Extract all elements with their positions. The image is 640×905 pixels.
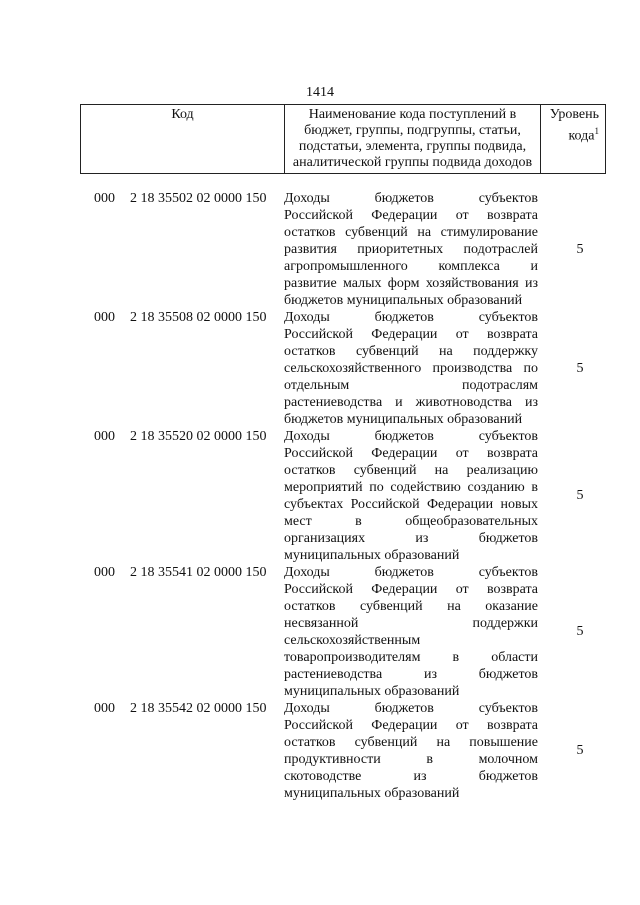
revenue-name-line: товаропроизводителям в области — [284, 650, 538, 665]
admin-code: 000 — [94, 310, 115, 325]
admin-code: 000 — [94, 565, 115, 580]
revenue-name-line: муниципальных образований — [284, 548, 460, 563]
header-code: Код — [81, 105, 285, 173]
revenue-name-line: мест в общеобразовательных — [284, 514, 538, 529]
revenue-name-line: Российской Федерации от возврата — [284, 582, 538, 597]
revenue-name-line: Российской Федерации от возврата — [284, 446, 538, 461]
revenue-name-line: скотоводстве из бюджетов — [284, 769, 538, 784]
table-row — [80, 564, 606, 700]
header-level — [541, 105, 605, 173]
table-row — [80, 700, 606, 802]
revenue-name-line: Российской Федерации от возврата — [284, 718, 538, 733]
revenue-name-line: растениеводства из бюджетов — [284, 667, 538, 682]
revenue-name-line: остатков субвенций на повышение — [284, 735, 538, 750]
revenue-name-line: остатков субвенций на поддержку — [284, 344, 538, 359]
header-level-text: кода — [568, 128, 595, 144]
header-name-line: бюджет, группы, подгруппы, статьи, — [304, 123, 521, 138]
level-code: 5 — [576, 488, 584, 503]
revenue-name — [284, 428, 538, 564]
revenue-code: 2 18 35508 02 0000 150 — [130, 310, 267, 325]
revenue-name-line: развития приоритетных подотраслей — [284, 242, 538, 257]
header-level-line2 — [541, 123, 599, 145]
header-name-line: подстатьи, элемента, группы подвида, — [298, 139, 527, 154]
revenue-name-line: муниципальных образований — [284, 684, 460, 699]
revenue-name — [284, 309, 538, 428]
revenue-name-line: субъектах Российской Федерации новых — [284, 497, 538, 512]
revenue-name-line: сельскохозяйственного производства по — [284, 361, 538, 376]
revenue-name-line: продуктивности в молочном — [284, 752, 538, 767]
revenue-name-line: бюджетов муниципальных образований — [284, 412, 523, 427]
revenue-name-line: остатков субвенций на реализацию — [284, 463, 538, 478]
table-header — [80, 104, 606, 174]
level-code: 5 — [576, 242, 584, 257]
revenue-name-line: Доходы бюджетов субъектов — [284, 701, 538, 716]
header-level-line1: Уровень — [549, 107, 599, 122]
revenue-name-line: Российской Федерации от возврата — [284, 327, 538, 342]
revenue-name-line: мероприятий по содействию созданию в — [284, 480, 538, 495]
revenue-name-line: агропромышленного комплекса и — [284, 259, 538, 274]
revenue-name — [284, 700, 538, 802]
header-name-line: Наименование кода поступлений в — [308, 107, 517, 122]
level-code: 5 — [576, 743, 584, 758]
revenue-name-line: развитие малых форм хозяйствования из — [284, 276, 538, 291]
revenue-name-line: сельскохозяйственным — [284, 633, 421, 648]
revenue-name-line: Российской Федерации от возврата — [284, 208, 538, 223]
table-row — [80, 428, 606, 564]
table-row — [80, 309, 606, 428]
admin-code: 000 — [94, 429, 115, 444]
revenue-name-line: бюджетов муниципальных образований — [284, 293, 523, 308]
table-row — [80, 190, 606, 309]
revenue-name-line: остатков субвенций на стимулирование — [284, 225, 538, 240]
revenue-name-line: отдельным подотраслям — [284, 378, 538, 393]
revenue-name-line: растениеводства и животноводства из — [284, 395, 538, 410]
revenue-name-line: Доходы бюджетов субъектов — [284, 310, 538, 325]
revenue-name — [284, 190, 538, 309]
revenue-code: 2 18 35502 02 0000 150 — [130, 191, 267, 206]
revenue-name-line: Доходы бюджетов субъектов — [284, 565, 538, 580]
revenue-name-line: организациях из бюджетов — [284, 531, 538, 546]
revenue-name — [284, 564, 538, 700]
revenue-code: 2 18 35520 02 0000 150 — [130, 429, 267, 444]
revenue-name-line: несвязанной поддержки — [284, 616, 538, 631]
header-name — [285, 105, 541, 173]
page-number: 1414 — [306, 85, 334, 100]
revenue-name-line: остатков субвенций на оказание — [284, 599, 538, 614]
level-code: 5 — [576, 624, 584, 639]
revenue-code: 2 18 35541 02 0000 150 — [130, 565, 267, 580]
revenue-name-line: муниципальных образований — [284, 786, 460, 801]
revenue-name-line: Доходы бюджетов субъектов — [284, 429, 538, 444]
revenue-code: 2 18 35542 02 0000 150 — [130, 701, 267, 716]
admin-code: 000 — [94, 701, 115, 716]
header-name-line: аналитической группы подвида доходов — [292, 155, 533, 170]
admin-code: 000 — [94, 191, 115, 206]
level-code: 5 — [576, 361, 584, 376]
footnote-marker: 1 — [594, 126, 599, 136]
revenue-name-line: Доходы бюджетов субъектов — [284, 191, 538, 206]
